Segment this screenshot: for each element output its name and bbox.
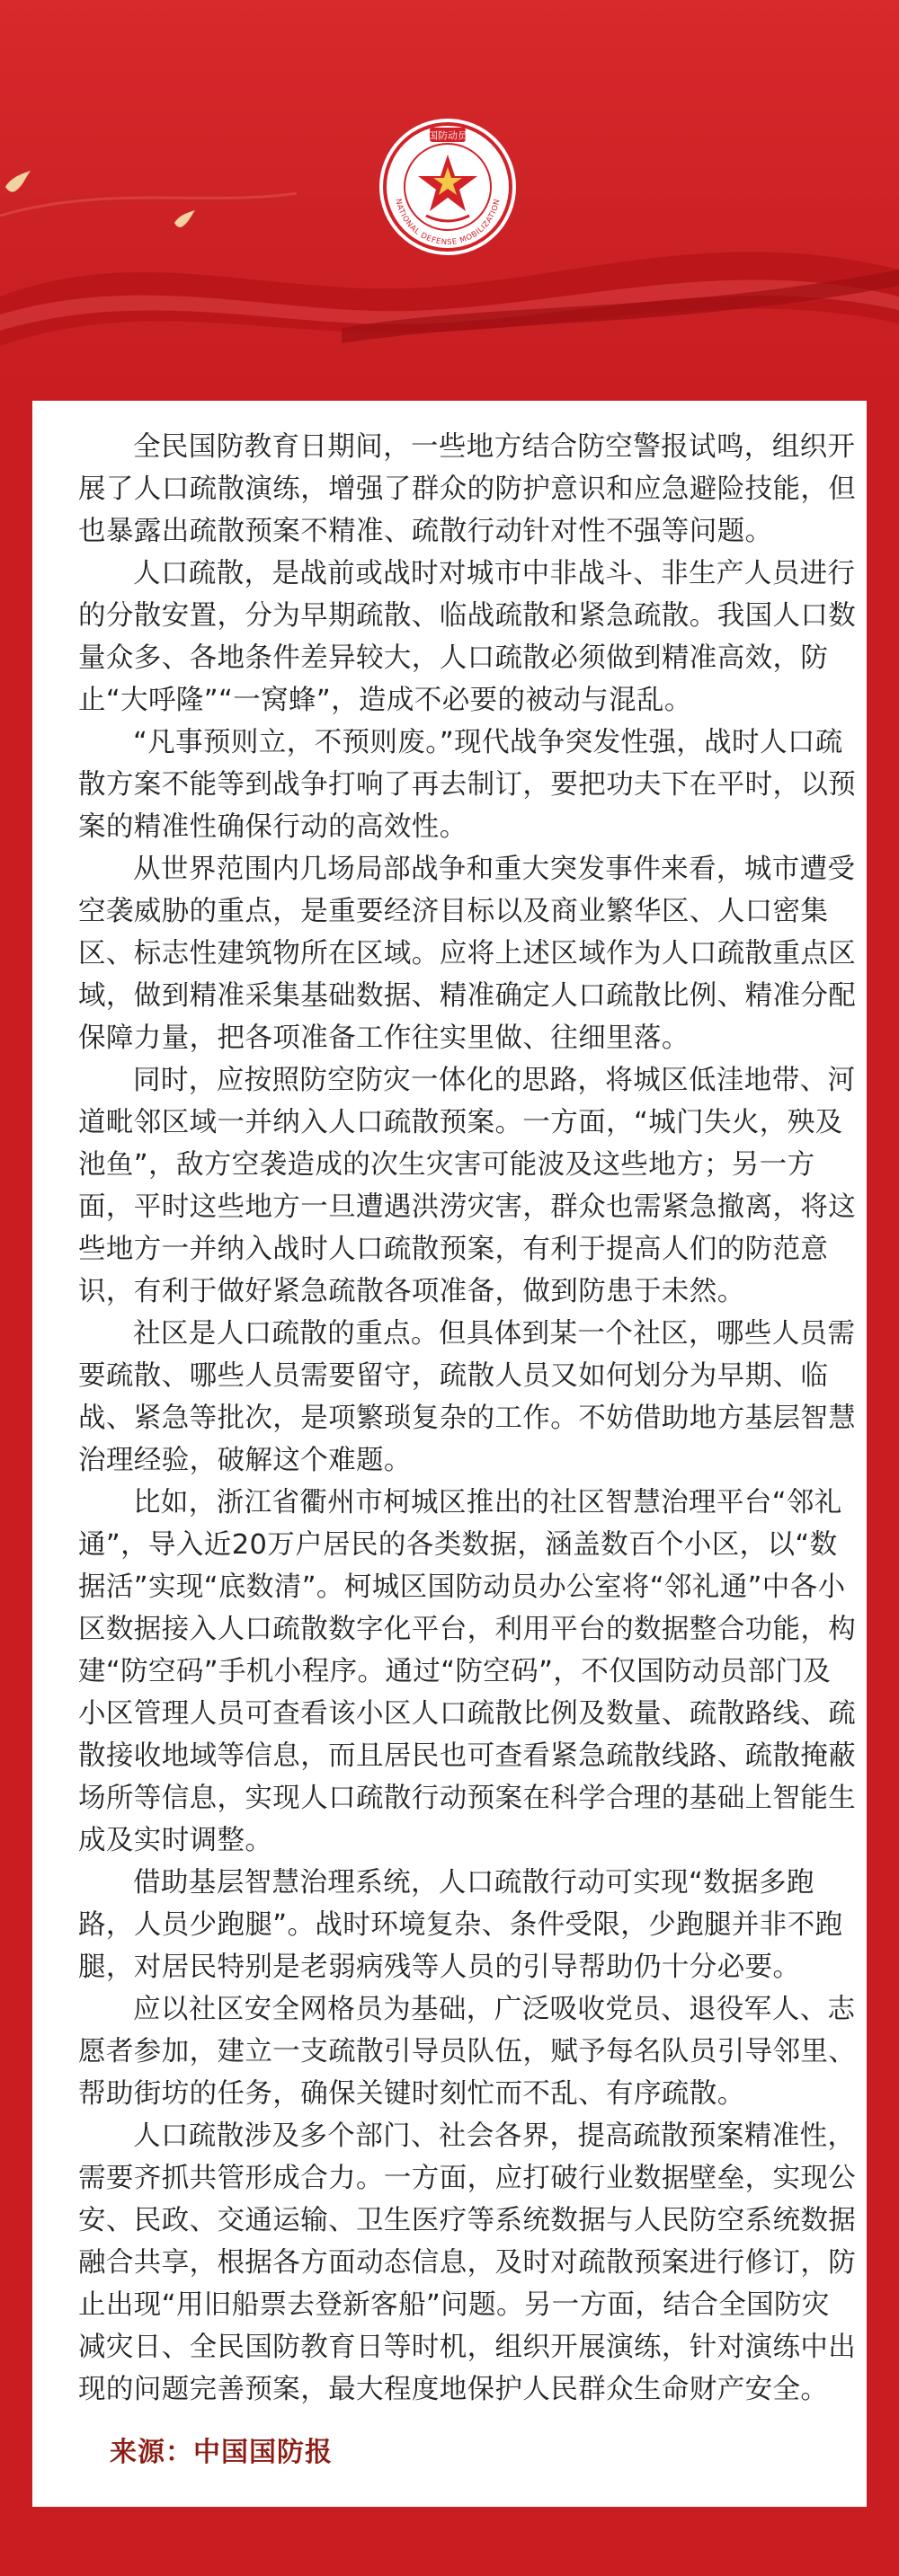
emblem-bottom-text: NATIONAL DEFENSE MOBILIZATION [393,198,503,248]
dove-icon [173,208,198,230]
article-paragraph: 全民国防教育日期间，一些地方结合防空警报试鸣，组织开展了人口疏散演练，增强了群众的防护意识和应急避险技能，但也暴露出疏散预案不精准、疏散行动针对性不强等问题。 [78,431,857,547]
article-paragraph: 社区是人口疏散的重点。但具体到某一个社区，哪些人员需要疏散、哪些人员需要留守，疏散人员又如何划分为早期、临战、紧急等批次，是项繁琐复杂的工作。不妨借助地方基层智慧治理经验，破解这个难题。 [78,1318,857,1476]
article-paragraph: 人口疏散，是战前或战时对城市中非战斗、非生产人员进行的分散安置，分为早期疏散、临战疏散和紧急疏散。我国人口数量众多、各地条件差异较大，人口疏散必须做到精准高效，防止“大呼隆”“一窝蜂”，造成不必要的被动与混乱。 [78,558,857,716]
article-paragraph: 借助基层智慧治理系统，人口疏散行动可实现“数据多跑路，人员少跑腿”。战时环境复杂、条件受限，少跑腿并非不跑腿，对居民特别是老弱病残等人员的引导帮助仍十分必要。 [78,1867,843,1983]
article-paragraph: 比如，浙江省衢州市柯城区推出的社区智慧治理平台“邻礼通”，导入近20万户居民的各类数据，涵盖数百个小区，以“数据活”实现“底数清”。柯城区国防动员办公室将“邻礼通”中各小区数据接入人口疏散数字化平台，利用平台的数据整合功能，构建“防空码”手机小程序。通过“防空码”，不仅国防动员部门及小区管理人员可查看该小区人口疏散比例及数量、疏散路线、疏散接收地域等信息，而且居民也可查看紧急疏散线路、疏散掩蔽场所等信息，实现人口疏散行动预案在科学合理的基础上智能生成及实时调整。 [78,1487,857,1856]
article-body [78,426,857,2411]
article-source: 来源：中国国防报 [110,2437,333,2468]
dove-icon [4,169,34,196]
article-paragraph: 从世界范围内几场局部战争和重大突发事件来看，城市遭受空袭威胁的重点，是重要经济目标以及商业繁华区、人口密集区、标志性建筑物所在区域。应将上述区域作为人口疏散重点区域，做到精准采集基础数据、精准确定人口疏散比例、精准分配保障力量，把各项准备工作往实里做、往细里落。 [78,854,857,1054]
article-paragraph: 同时，应按照防空防灾一体化的思路，将城区低洼地带、河道毗邻区域一并纳入人口疏散预案。一方面，“城门失火，殃及池鱼”，敌方空袭造成的次生灾害可能波及这些地方；另一方面，平时这些地方一旦遭遇洪涝灾害，群众也需紧急撤离，将这些地方一并纳入战时人口疏散预案，有利于提高人们的防范意识，有利于做好紧急疏散各项准备，做到防患于未然。 [78,1065,857,1307]
article-paragraph: 人口疏散涉及多个部门、社会各界，提高疏散预案精准性，需要齐抓共管形成合力。一方面，应打破行业数据壁垒，实现公安、民政、交通运输、卫生医疗等系统数据与人民防空系统数据融合共享，根据各方面动态信息，及时对疏散预案进行修订，防止出现“用旧船票去登新客船”问题。另一方面，结合全国防灾减灾日、全民国防教育日等时机，组织开展演练，针对演练中出现的问题完善预案，最大程度地保护人民群众生命财产安全。 [78,2120,857,2405]
article-paragraph: “凡事预则立，不预则废。”现代战争突发性强，战时人口疏散方案不能等到战争打响了再去制订，要把功夫下在平时，以预案的精准性确保行动的高效性。 [78,727,857,843]
article-paragraph: 应以社区安全网格员为基础，广泛吸收党员、退役军人、志愿者参加，建立一支疏散引导员队伍，赋予每名队员引导邻里、帮助街坊的任务，确保关键时刻忙而不乱、有序疏散。 [78,1994,857,2110]
national-defense-emblem [376,115,520,259]
emblem-top-text: 国防动员 [428,129,467,142]
